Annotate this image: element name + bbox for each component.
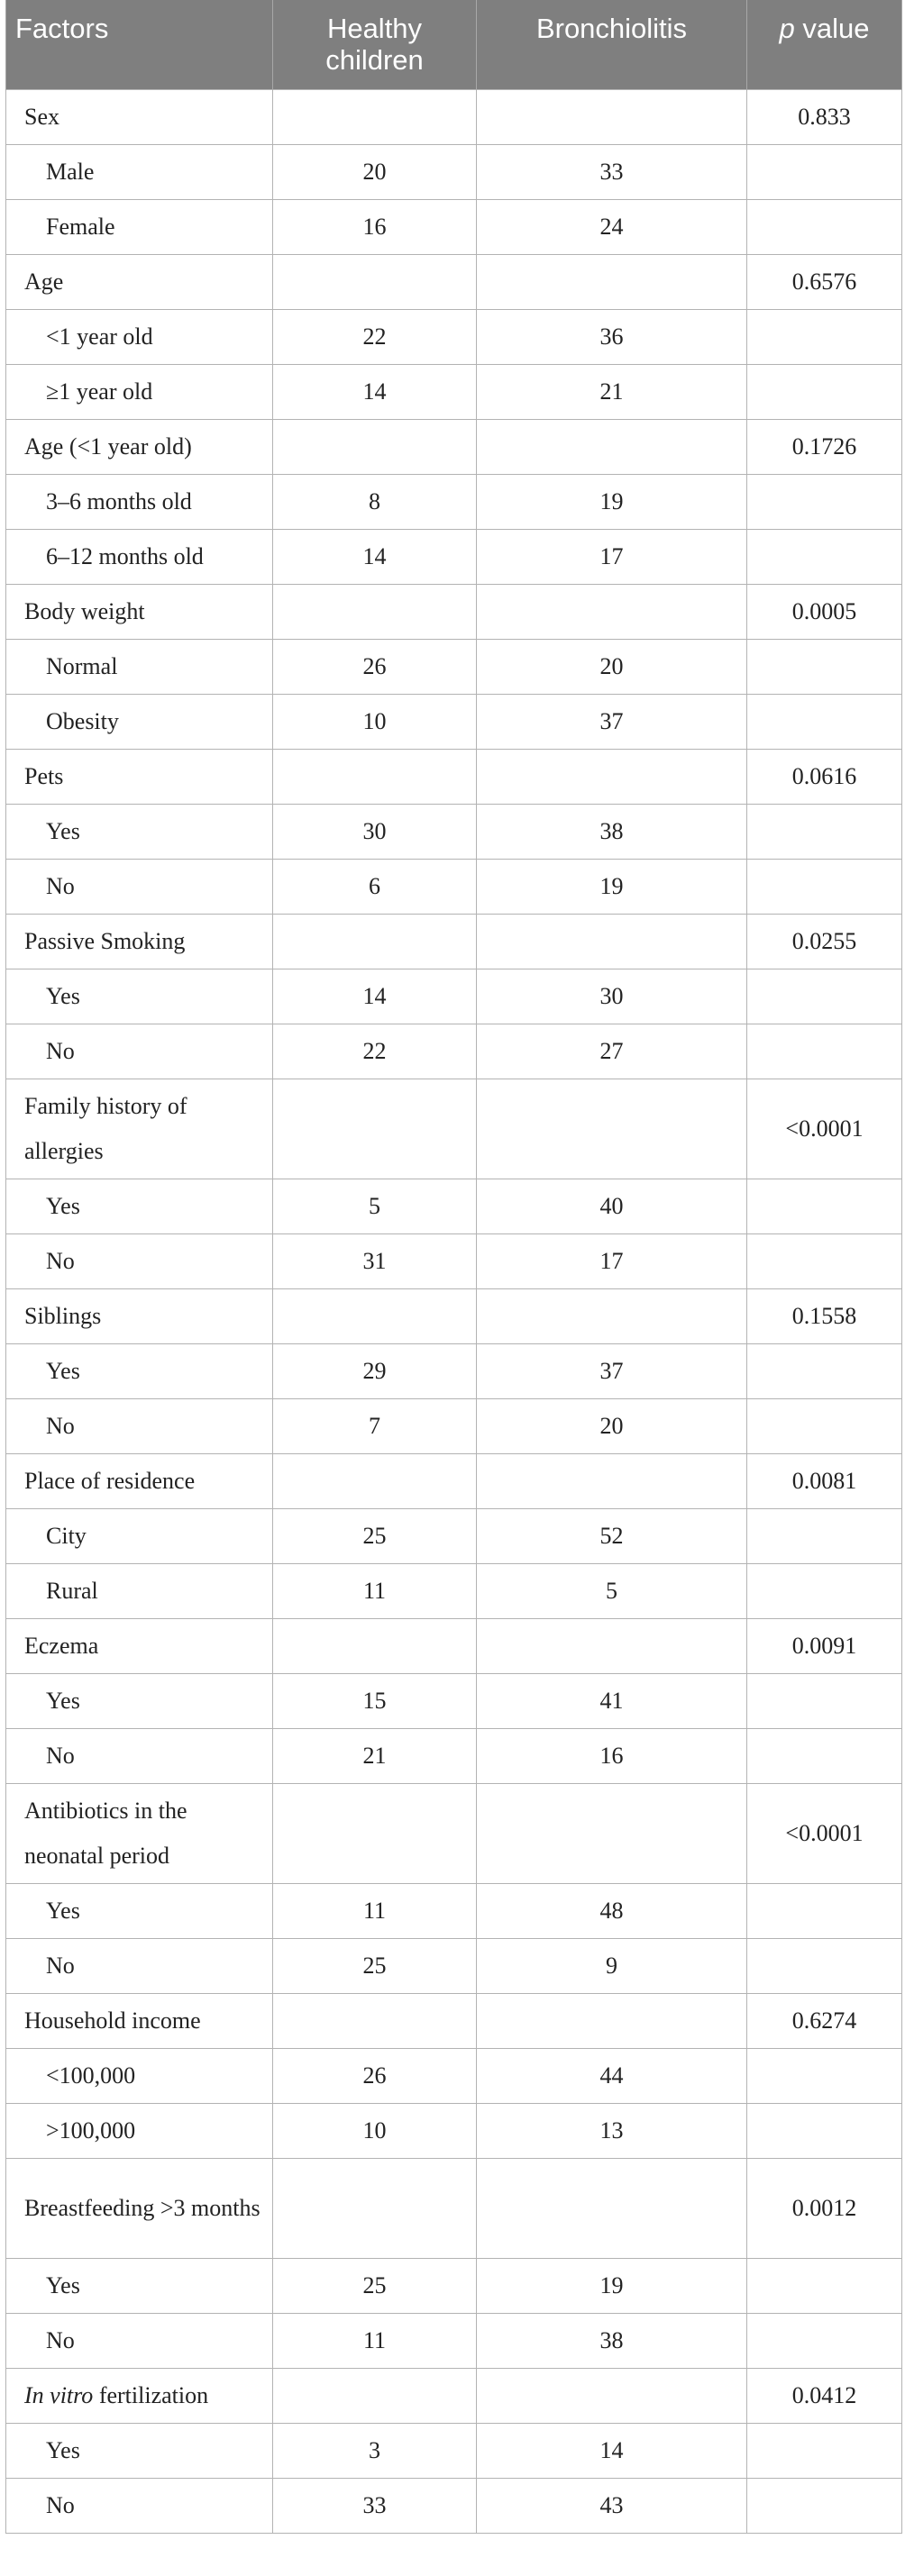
p-value-cell: 0.0012 — [747, 2158, 902, 2258]
bronchiolitis-cell — [477, 419, 747, 474]
table-row — [6, 199, 902, 254]
p-value-cell — [747, 2478, 902, 2533]
healthy-children-cell: 14 — [273, 364, 477, 419]
p-value-cell: 0.0091 — [747, 1618, 902, 1673]
bronchiolitis-cell — [477, 1993, 747, 2048]
bronchiolitis-cell: 9 — [477, 1938, 747, 1993]
table-row — [6, 804, 902, 859]
subgroup-label: <1 year old — [6, 309, 273, 364]
subgroup-label: <100,000 — [6, 2048, 273, 2103]
factor-label: Household income — [6, 1993, 273, 2048]
table-row — [6, 1179, 902, 1233]
p-value-cell: <0.0001 — [747, 1079, 902, 1179]
bronchiolitis-cell: 30 — [477, 969, 747, 1024]
bronchiolitis-cell: 24 — [477, 199, 747, 254]
subgroup-label: Normal — [6, 639, 273, 694]
bronchiolitis-cell: 44 — [477, 2048, 747, 2103]
healthy-children-cell: 22 — [273, 1024, 477, 1079]
p-value-cell — [747, 199, 902, 254]
healthy-children-cell: 8 — [273, 474, 477, 529]
p-value-cell: 0.6576 — [747, 254, 902, 309]
bronchiolitis-cell: 19 — [477, 859, 747, 914]
factor-label-text: fertilization — [93, 2381, 209, 2408]
healthy-children-cell: 16 — [273, 199, 477, 254]
table-row — [6, 1883, 902, 1938]
p-value-cell: 0.0081 — [747, 1453, 902, 1508]
p-value-cell — [747, 474, 902, 529]
healthy-children-cell — [273, 1783, 477, 1883]
bronchiolitis-cell: 38 — [477, 804, 747, 859]
factor-label: Eczema — [6, 1618, 273, 1673]
factor-label: Family history of allergies — [6, 1079, 273, 1179]
p-value-cell — [747, 1563, 902, 1618]
p-value-cell: <0.0001 — [747, 1783, 902, 1883]
subgroup-label: No — [6, 1938, 273, 1993]
healthy-children-cell: 30 — [273, 804, 477, 859]
healthy-children-cell: 25 — [273, 2258, 477, 2313]
subgroup-label: >100,000 — [6, 2103, 273, 2158]
bronchiolitis-cell — [477, 1288, 747, 1343]
healthy-children-cell — [273, 254, 477, 309]
healthy-children-cell: 6 — [273, 859, 477, 914]
factor-label: Body weight — [6, 584, 273, 639]
category-row — [6, 1453, 902, 1508]
table-row — [6, 2048, 902, 2103]
healthy-children-cell: 15 — [273, 1673, 477, 1728]
table-row — [6, 309, 902, 364]
table-row — [6, 1563, 902, 1618]
factor-label: Age (<1 year old) — [6, 419, 273, 474]
subgroup-label: Female — [6, 199, 273, 254]
subgroup-label: No — [6, 859, 273, 914]
subgroup-label: No — [6, 2313, 273, 2368]
healthy-children-cell — [273, 1453, 477, 1508]
healthy-children-cell: 11 — [273, 2313, 477, 2368]
header-p-value — [747, 0, 902, 89]
p-value-cell — [747, 859, 902, 914]
healthy-children-cell: 10 — [273, 694, 477, 749]
bronchiolitis-cell: 19 — [477, 474, 747, 529]
bronchiolitis-cell — [477, 1618, 747, 1673]
healthy-children-cell — [273, 1993, 477, 2048]
bronchiolitis-cell: 48 — [477, 1883, 747, 1938]
bronchiolitis-cell: 33 — [477, 144, 747, 199]
subgroup-label: Yes — [6, 804, 273, 859]
table-row — [6, 1398, 902, 1453]
healthy-children-cell: 10 — [273, 2103, 477, 2158]
bronchiolitis-cell — [477, 1453, 747, 1508]
bronchiolitis-cell — [477, 2158, 747, 2258]
subgroup-label: Yes — [6, 969, 273, 1024]
factor-label: Passive Smoking — [6, 914, 273, 969]
category-row — [6, 1783, 902, 1883]
p-value-cell — [747, 1233, 902, 1288]
factor-label: Antibiotics in the neonatal period — [6, 1783, 273, 1883]
bronchiolitis-cell: 16 — [477, 1728, 747, 1783]
p-value-cell — [747, 1883, 902, 1938]
healthy-children-cell: 26 — [273, 639, 477, 694]
category-row — [6, 254, 902, 309]
p-value-cell — [747, 1398, 902, 1453]
healthy-children-cell: 33 — [273, 2478, 477, 2533]
p-value-cell — [747, 694, 902, 749]
bronchiolitis-cell — [477, 89, 747, 144]
p-value-cell — [747, 2313, 902, 2368]
bronchiolitis-cell: 5 — [477, 1563, 747, 1618]
p-value-cell — [747, 2048, 902, 2103]
table-header — [6, 0, 902, 89]
p-value-cell — [747, 1024, 902, 1079]
p-value-cell: 0.1726 — [747, 419, 902, 474]
category-row — [6, 1288, 902, 1343]
healthy-children-cell: 14 — [273, 529, 477, 584]
bronchiolitis-cell — [477, 914, 747, 969]
table-body — [6, 89, 902, 2533]
subgroup-label: Yes — [6, 2423, 273, 2478]
healthy-children-cell: 7 — [273, 1398, 477, 1453]
subgroup-label: No — [6, 1398, 273, 1453]
healthy-children-cell — [273, 89, 477, 144]
healthy-children-cell: 25 — [273, 1508, 477, 1563]
table-row — [6, 859, 902, 914]
table-row — [6, 1938, 902, 1993]
healthy-children-cell: 25 — [273, 1938, 477, 1993]
factors-table — [5, 0, 902, 2534]
bronchiolitis-cell — [477, 1079, 747, 1179]
bronchiolitis-cell: 37 — [477, 694, 747, 749]
table-row — [6, 2313, 902, 2368]
subgroup-label: 6–12 months old — [6, 529, 273, 584]
subgroup-label: Rural — [6, 1563, 273, 1618]
factor-label-italic: In vitro — [24, 2381, 94, 2408]
healthy-children-cell — [273, 1079, 477, 1179]
p-value-cell — [747, 309, 902, 364]
subgroup-label: Yes — [6, 1179, 273, 1233]
factor-label — [6, 2368, 273, 2423]
category-row — [6, 2368, 902, 2423]
bronchiolitis-cell: 52 — [477, 1508, 747, 1563]
bronchiolitis-cell — [477, 2368, 747, 2423]
bronchiolitis-cell: 43 — [477, 2478, 747, 2533]
healthy-children-cell: 22 — [273, 309, 477, 364]
bronchiolitis-cell: 41 — [477, 1673, 747, 1728]
healthy-children-cell — [273, 2368, 477, 2423]
p-value-cell: 0.0005 — [747, 584, 902, 639]
table-row — [6, 364, 902, 419]
header-p-italic: p — [779, 13, 795, 44]
bronchiolitis-cell: 38 — [477, 2313, 747, 2368]
healthy-children-cell: 20 — [273, 144, 477, 199]
bronchiolitis-cell: 36 — [477, 309, 747, 364]
table-row — [6, 1233, 902, 1288]
factor-label: Breastfeeding >3 months — [6, 2158, 273, 2258]
healthy-children-cell — [273, 914, 477, 969]
table-row — [6, 694, 902, 749]
bronchiolitis-cell — [477, 254, 747, 309]
subgroup-label: Obesity — [6, 694, 273, 749]
subgroup-label: No — [6, 1233, 273, 1288]
healthy-children-cell — [273, 2158, 477, 2258]
p-value-cell — [747, 1938, 902, 1993]
bronchiolitis-cell: 17 — [477, 529, 747, 584]
healthy-children-cell: 11 — [273, 1883, 477, 1938]
header-bronchiolitis: Bronchiolitis — [477, 0, 747, 89]
p-value-cell — [747, 639, 902, 694]
table-row — [6, 1728, 902, 1783]
subgroup-label: Yes — [6, 1343, 273, 1398]
p-value-cell — [747, 2103, 902, 2158]
healthy-children-cell: 31 — [273, 1233, 477, 1288]
healthy-children-cell — [273, 419, 477, 474]
p-value-cell — [747, 1179, 902, 1233]
table-row — [6, 1024, 902, 1079]
table-row — [6, 529, 902, 584]
healthy-children-cell — [273, 1288, 477, 1343]
bronchiolitis-cell: 40 — [477, 1179, 747, 1233]
table-row — [6, 969, 902, 1024]
healthy-children-cell — [273, 1618, 477, 1673]
table-row — [6, 1673, 902, 1728]
bronchiolitis-cell: 13 — [477, 2103, 747, 2158]
subgroup-label: 3–6 months old — [6, 474, 273, 529]
category-row — [6, 1993, 902, 2048]
subgroup-label: City — [6, 1508, 273, 1563]
subgroup-label: No — [6, 1024, 273, 1079]
bronchiolitis-cell: 19 — [477, 2258, 747, 2313]
factor-label: Sex — [6, 89, 273, 144]
header-factors: Factors — [6, 0, 273, 89]
header-healthy-children: Healthy children — [273, 0, 477, 89]
category-row — [6, 749, 902, 804]
healthy-children-cell: 14 — [273, 969, 477, 1024]
p-value-cell: 0.0412 — [747, 2368, 902, 2423]
factor-label: Place of residence — [6, 1453, 273, 1508]
subgroup-label: No — [6, 1728, 273, 1783]
p-value-cell — [747, 529, 902, 584]
p-value-cell: 0.833 — [747, 89, 902, 144]
factor-label: Pets — [6, 749, 273, 804]
p-value-cell: 0.0616 — [747, 749, 902, 804]
factor-label: Siblings — [6, 1288, 273, 1343]
healthy-children-cell: 21 — [273, 1728, 477, 1783]
subgroup-label: No — [6, 2478, 273, 2533]
p-value-cell — [747, 804, 902, 859]
category-row — [6, 914, 902, 969]
bronchiolitis-cell — [477, 1783, 747, 1883]
category-row — [6, 419, 902, 474]
table-container — [5, 0, 901, 2534]
header-row — [6, 0, 902, 89]
p-value-cell — [747, 1728, 902, 1783]
p-value-cell — [747, 2423, 902, 2478]
healthy-children-cell: 5 — [273, 1179, 477, 1233]
healthy-children-cell — [273, 749, 477, 804]
bronchiolitis-cell — [477, 749, 747, 804]
healthy-children-cell: 26 — [273, 2048, 477, 2103]
p-value-cell — [747, 2258, 902, 2313]
category-row — [6, 1618, 902, 1673]
category-row — [6, 89, 902, 144]
p-value-cell — [747, 1508, 902, 1563]
header-p-rest: value — [794, 13, 870, 44]
p-value-cell — [747, 1673, 902, 1728]
bronchiolitis-cell: 27 — [477, 1024, 747, 1079]
table-row — [6, 2423, 902, 2478]
p-value-cell: 0.1558 — [747, 1288, 902, 1343]
bronchiolitis-cell — [477, 584, 747, 639]
subgroup-label: Yes — [6, 2258, 273, 2313]
category-row — [6, 584, 902, 639]
healthy-children-cell: 3 — [273, 2423, 477, 2478]
bronchiolitis-cell: 20 — [477, 1398, 747, 1453]
bronchiolitis-cell: 21 — [477, 364, 747, 419]
subgroup-label: Yes — [6, 1673, 273, 1728]
category-row — [6, 1079, 902, 1179]
bronchiolitis-cell: 17 — [477, 1233, 747, 1288]
p-value-cell — [747, 1343, 902, 1398]
subgroup-label: ≥1 year old — [6, 364, 273, 419]
subgroup-label: Yes — [6, 1883, 273, 1938]
p-value-cell — [747, 364, 902, 419]
table-row — [6, 1343, 902, 1398]
table-row — [6, 474, 902, 529]
table-row — [6, 2258, 902, 2313]
bronchiolitis-cell: 14 — [477, 2423, 747, 2478]
p-value-cell: 0.0255 — [747, 914, 902, 969]
table-row — [6, 144, 902, 199]
table-row — [6, 2103, 902, 2158]
table-row — [6, 1508, 902, 1563]
p-value-cell: 0.6274 — [747, 1993, 902, 2048]
factor-label: Age — [6, 254, 273, 309]
healthy-children-cell: 11 — [273, 1563, 477, 1618]
p-value-cell — [747, 969, 902, 1024]
bronchiolitis-cell: 20 — [477, 639, 747, 694]
bronchiolitis-cell: 37 — [477, 1343, 747, 1398]
healthy-children-cell: 29 — [273, 1343, 477, 1398]
healthy-children-cell — [273, 584, 477, 639]
subgroup-label: Male — [6, 144, 273, 199]
table-row — [6, 2478, 902, 2533]
table-row — [6, 639, 902, 694]
p-value-cell — [747, 144, 902, 199]
category-row — [6, 2158, 902, 2258]
